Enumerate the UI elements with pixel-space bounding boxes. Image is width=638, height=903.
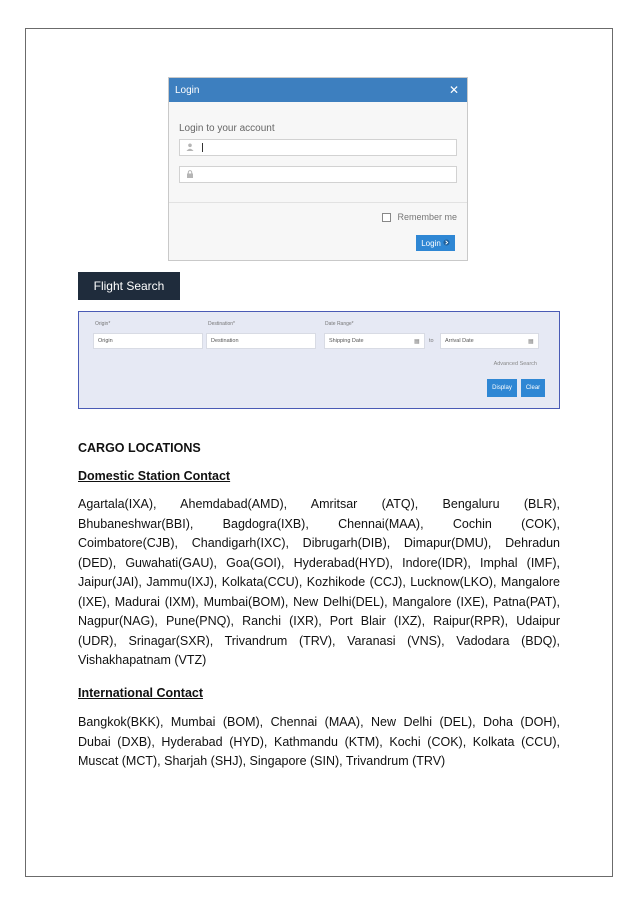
clear-button[interactable]: Clear — [521, 379, 545, 397]
shipping-date-input[interactable]: Shipping Date — [324, 333, 425, 349]
advanced-search-link[interactable]: Advanced Search — [493, 361, 537, 367]
close-icon[interactable]: ✕ — [448, 83, 459, 97]
calendar-icon[interactable]: ▦ — [528, 339, 534, 345]
display-button[interactable]: Display — [487, 379, 517, 397]
arrival-date-input[interactable]: Arrival Date — [440, 333, 539, 349]
remember-checkbox[interactable] — [382, 213, 391, 222]
text-cursor — [202, 143, 203, 152]
login-button-label: Login — [421, 238, 441, 248]
arrow-circle-icon — [443, 239, 450, 248]
username-field[interactable] — [179, 139, 457, 156]
login-subtitle: Login to your account — [179, 123, 275, 134]
origin-input[interactable]: Origin — [93, 333, 203, 349]
international-heading: International Contact — [78, 686, 204, 700]
date-range-label: Date Range* — [325, 321, 354, 327]
domestic-heading: Domestic Station Contact — [78, 469, 231, 483]
login-divider — [169, 202, 467, 203]
remember-me[interactable] — [382, 212, 457, 222]
user-icon — [186, 143, 198, 153]
remember-label: Remember me — [397, 212, 457, 222]
destination-input[interactable]: Destination — [206, 333, 316, 349]
to-label: to — [429, 338, 434, 344]
login-title: Login — [175, 84, 200, 96]
origin-label: Origin* — [95, 321, 111, 327]
login-button[interactable] — [416, 235, 455, 251]
domestic-stations-text: Agartala(IXA), Ahemdabad(AMD), Amritsar (ATQ), Bengaluru (BLR), Bhubaneshwar(BBI), Bagdogra(IXB), Chennai(MAA), Cochin (COK), Coimbatore(CJB), Chandigarh(IXC), Dibrugarh(DIB), Dimapur(DMU), Dehradun (DED), Guwahati(GAU), Goa(GOI), Hyderabad(HYD), Indore(IDR), Imphal (IMF), Jaipur(JAI), Jammu(IXJ), Kolkata(CCU), Kozhikode (CCJ), Lucknow(LKO), Mangalore (IXE), Madurai (IXM), Mumbai(BOM), New Delhi(DEL), Mangalore (IXE), Patna(PAT), Nagpur(NAG), Pune(PNQ), Ranchi (IXR), Port Blair (IXZ), Raipur(RPR), Udaipur (UDR), Srinagar(SXR), Trivandrum (TRV), Varanasi (VNS), Vadodara (BDQ), Vishakhapatnam (VTZ) — [78, 497, 560, 667]
login-dialog — [168, 77, 468, 261]
destination-label: Destination* — [208, 321, 235, 327]
flight-search-panel — [78, 311, 560, 409]
login-header — [169, 78, 467, 102]
lock-icon — [186, 170, 198, 180]
password-field[interactable] — [179, 166, 457, 183]
cargo-locations-heading: CARGO LOCATIONS — [78, 441, 201, 455]
flight-search-title: Flight Search — [78, 272, 180, 300]
calendar-icon[interactable]: ▦ — [414, 339, 420, 345]
international-stations-text: Bangkok(BKK), Mumbai (BOM), Chennai (MAA), New Delhi (DEL), Doha (DOH), Dubai (DXB), Hyderabad (HYD), Kathmandu (KTM), Kochi (COK), Kolkata (CCU), Muscat (MCT), Sharjah (SHJ), Singapore (SIN), Trivandrum (TRV) — [78, 715, 560, 768]
